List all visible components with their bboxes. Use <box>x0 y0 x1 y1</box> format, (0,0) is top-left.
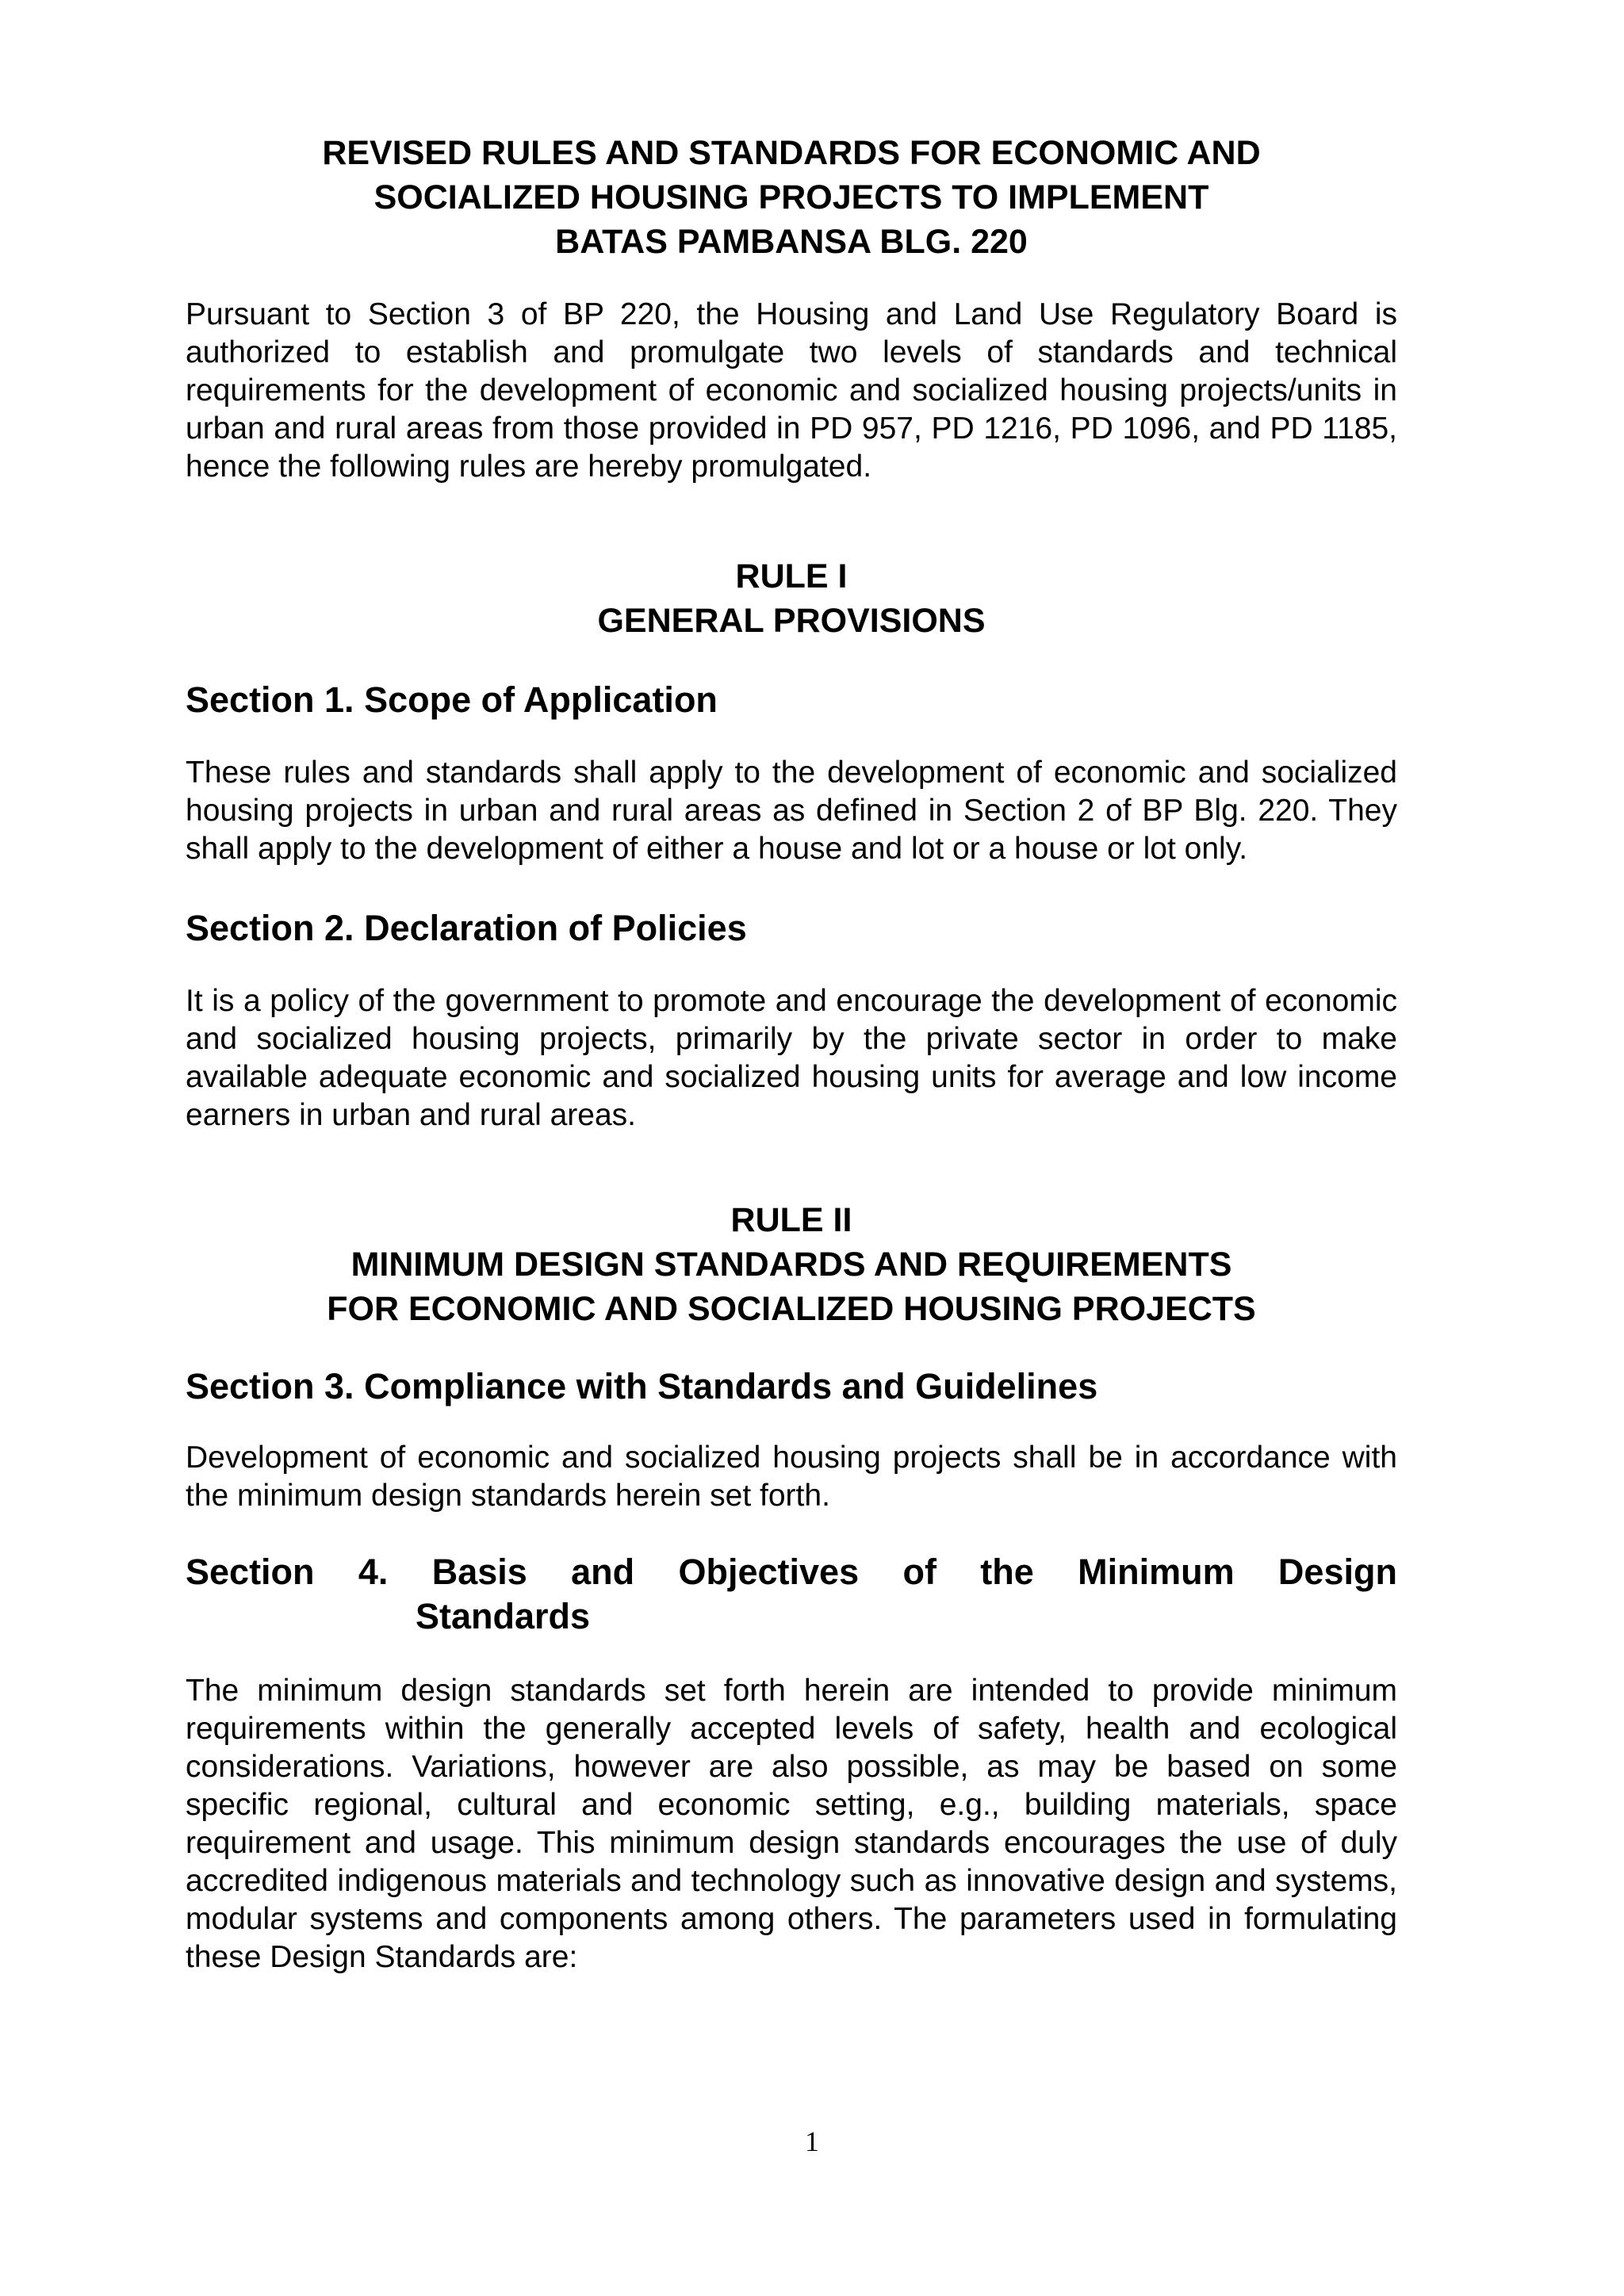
rule-1-title: GENERAL PROVISIONS <box>597 602 986 640</box>
section-4-heading-word: Design <box>1277 1552 1397 1592</box>
section-2-body: It is a policy of the government to promote and encourage the development of economic and socialized housing projects, primarily by the private sector in order to make available adequate economic and socialized housing units for average and low income earners in urban and rural areas. <box>186 984 1397 1132</box>
section-4-heading-word: Section <box>186 1552 315 1592</box>
section-4-heading-word: 4. <box>358 1552 389 1592</box>
section-4-heading-word: Objectives <box>678 1552 860 1592</box>
title-line-2: SOCIALIZED HOUSING PROJECTS TO IMPLEMENT <box>373 178 1209 216</box>
section-4-heading-word: Basis <box>431 1552 527 1592</box>
section-4-heading <box>186 1550 1397 1594</box>
section-4-heading-word: and <box>571 1552 635 1592</box>
intro-paragraph: Pursuant to Section 3 of BP 220, the Housing and Land Use Regulatory Board is authorized to establish and promulgate two levels of standards and technical requirements for the development of economic and socialized housing projects/units in urban and rural areas from those provided in PD 957, PD 1216, PD 1096, and PD 1185, hence the following rules are hereby promulgated. <box>186 297 1397 484</box>
rule-2-title-line-2: FOR ECONOMIC AND SOCIALIZED HOUSING PROJECTS <box>327 1290 1256 1328</box>
page-number: 1 <box>805 2126 819 2157</box>
section-1-body: These rules and standards shall apply to the development of economic and socialized housing projects in urban and rural areas as defined in Section 2 of BP Blg. 220. They shall apply to the development of either a house and lot or a house or lot only. <box>186 756 1397 866</box>
rule-2-heading <box>186 1198 1397 1331</box>
section-2-heading: Section 2. Declaration of Policies <box>186 908 747 948</box>
rule-2-title-line-1: MINIMUM DESIGN STANDARDS AND REQUIREMENTS <box>350 1246 1232 1284</box>
section-3-heading: Section 3. Compliance with Standards and Guidelines <box>186 1366 1098 1406</box>
document-page <box>186 131 1397 1976</box>
title-line-3: BATAS PAMBANSA BLG. 220 <box>555 223 1028 261</box>
section-3-body: Development of economic and socialized housing projects shall be in accordance with the minimum design standards herein set forth. <box>186 1441 1397 1513</box>
rule-1-heading <box>186 554 1397 643</box>
section-4-heading-line-2: Standards <box>416 1596 591 1636</box>
document-title <box>186 131 1397 264</box>
section-4-heading-word: Minimum <box>1078 1552 1235 1592</box>
rule-1-number: RULE I <box>735 557 848 595</box>
section-4-heading-word: of <box>902 1552 936 1592</box>
title-line-1: REVISED RULES AND STANDARDS FOR ECONOMIC AND <box>322 134 1261 172</box>
section-4-heading-word: the <box>980 1552 1034 1592</box>
rule-2-number: RULE II <box>730 1201 852 1239</box>
section-4-body: The minimum design standards set forth herein are intended to provide minimum requirements within the generally accepted levels of safety, health and ecological considerations. Variations, however are also possible, as may be based on some specific regional, cultural and economic setting, e.g., building materials, space requirement and usage. This minimum design standards encourages the use of duly accredited indigenous materials and technology such as innovative design and systems, modular systems and components among others. The parameters used in formulating these Design Standards are: <box>186 1674 1397 1974</box>
section-1-heading: Section 1. Scope of Application <box>186 679 718 720</box>
